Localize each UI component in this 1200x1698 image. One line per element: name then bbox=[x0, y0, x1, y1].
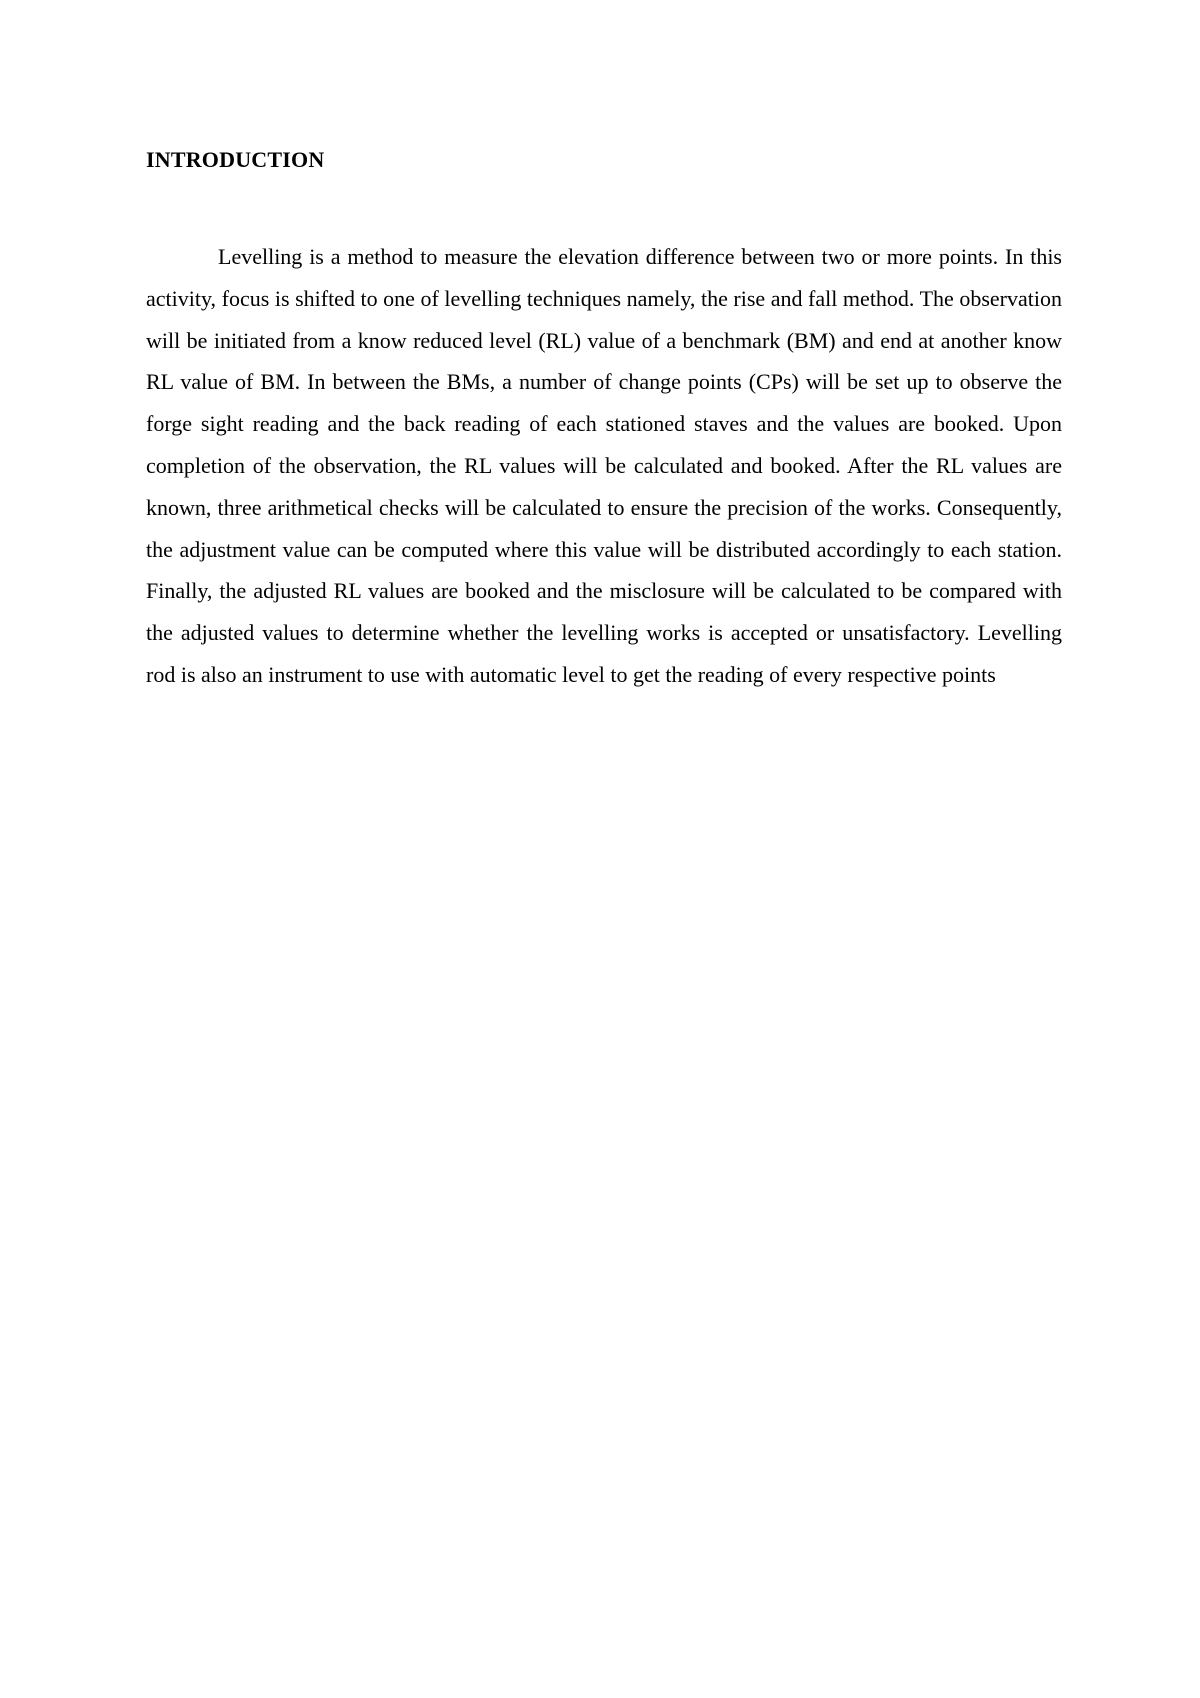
page-content bbox=[146, 142, 1062, 696]
section-heading: INTRODUCTION bbox=[146, 147, 325, 172]
introduction-paragraph: Levelling is a method to measure the elevation difference between two or more points. In this activity, focus is shifted to one of levelling techniques namely, the rise and fall method. The observation will be initiated from a know reduced level (RL) value of a benchmark (BM) and end at another know RL value of BM. In between the BMs, a number of change points (CPs) will be set up to observe the forge sight reading and the back reading of each stationed staves and the values are booked. Upon completion of the observation, the RL values will be calculated and booked. After the RL values are known, three arithmetical checks will be calculated to ensure the precision of the works. Consequently, the adjustment value can be computed where this value will be distributed accordingly to each station. Finally, the adjusted RL values are booked and the misclosure will be calculated to be compared with the adjusted values to determine whether the levelling works is accepted or unsatisfactory. Levelling rod is also an instrument to use with automatic level to get the reading of every respective points bbox=[146, 244, 1062, 687]
